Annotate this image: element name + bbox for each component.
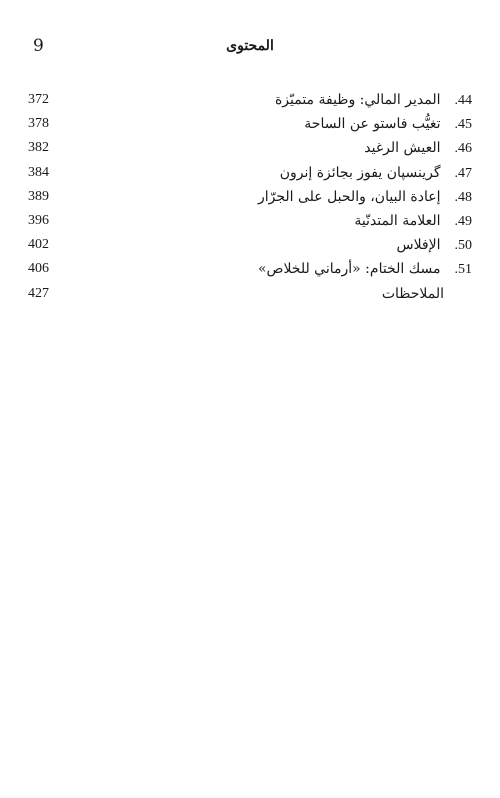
chapter-title: گرينسپان يفوز بجائزة إنرون bbox=[279, 164, 441, 181]
toc-row bbox=[28, 282, 472, 306]
toc-page-number: 384 bbox=[28, 164, 49, 180]
chapter-title: إعادة البيان، والحبل على الجرّار bbox=[257, 188, 441, 205]
toc-page-number: 427 bbox=[28, 285, 49, 301]
toc-row bbox=[28, 209, 472, 233]
toc-row bbox=[28, 233, 472, 257]
toc-entry bbox=[275, 88, 472, 113]
chapter-title: المدير المالي: وظيفة متميّزة bbox=[274, 92, 441, 108]
toc-entry bbox=[364, 136, 472, 161]
toc-entry bbox=[258, 257, 472, 282]
toc-row bbox=[28, 161, 472, 185]
chapter-number: 48. bbox=[454, 189, 472, 205]
chapter-title: العيش الرغيد bbox=[364, 140, 441, 157]
chapter-number: 46. bbox=[454, 141, 472, 157]
chapter-title: مسك الختام: «أرماني للخلاص» bbox=[257, 261, 441, 278]
chapter-title: الإفلاس bbox=[396, 237, 441, 254]
running-title: المحتوى bbox=[226, 38, 274, 54]
chapter-number: 50. bbox=[454, 238, 472, 254]
toc-entry bbox=[280, 161, 472, 186]
toc-row bbox=[28, 136, 472, 160]
toc-page-number: 389 bbox=[28, 188, 49, 204]
toc-row bbox=[28, 88, 472, 112]
notes-title: الملاحظات bbox=[381, 285, 444, 302]
toc-row bbox=[28, 257, 472, 281]
chapter-number: 49. bbox=[454, 213, 472, 229]
chapter-title: العلامة المتدنّية bbox=[354, 212, 441, 229]
chapter-number: 44. bbox=[454, 93, 472, 108]
table-of-contents bbox=[28, 88, 472, 306]
toc-entry bbox=[382, 282, 472, 306]
chapter-number: 47. bbox=[454, 165, 472, 181]
toc-page-number: 402 bbox=[28, 237, 49, 253]
chapter-number: 45. bbox=[454, 117, 472, 133]
page-number: 9 bbox=[33, 36, 44, 56]
toc-entry bbox=[354, 209, 472, 234]
toc-page-number: 378 bbox=[28, 116, 49, 132]
toc-entry bbox=[258, 185, 472, 210]
toc-page-number: 406 bbox=[28, 261, 49, 277]
chapter-number: 51. bbox=[454, 262, 472, 278]
toc-page-number: 396 bbox=[28, 212, 49, 228]
toc-row bbox=[28, 112, 472, 136]
toc-entry bbox=[304, 112, 472, 137]
toc-page-number: 372 bbox=[28, 92, 49, 107]
toc-row bbox=[28, 185, 472, 209]
toc-entry bbox=[396, 233, 472, 258]
chapter-title: تغيُّب فاستو عن الساحة bbox=[304, 116, 441, 133]
toc-page-number: 382 bbox=[28, 140, 49, 156]
